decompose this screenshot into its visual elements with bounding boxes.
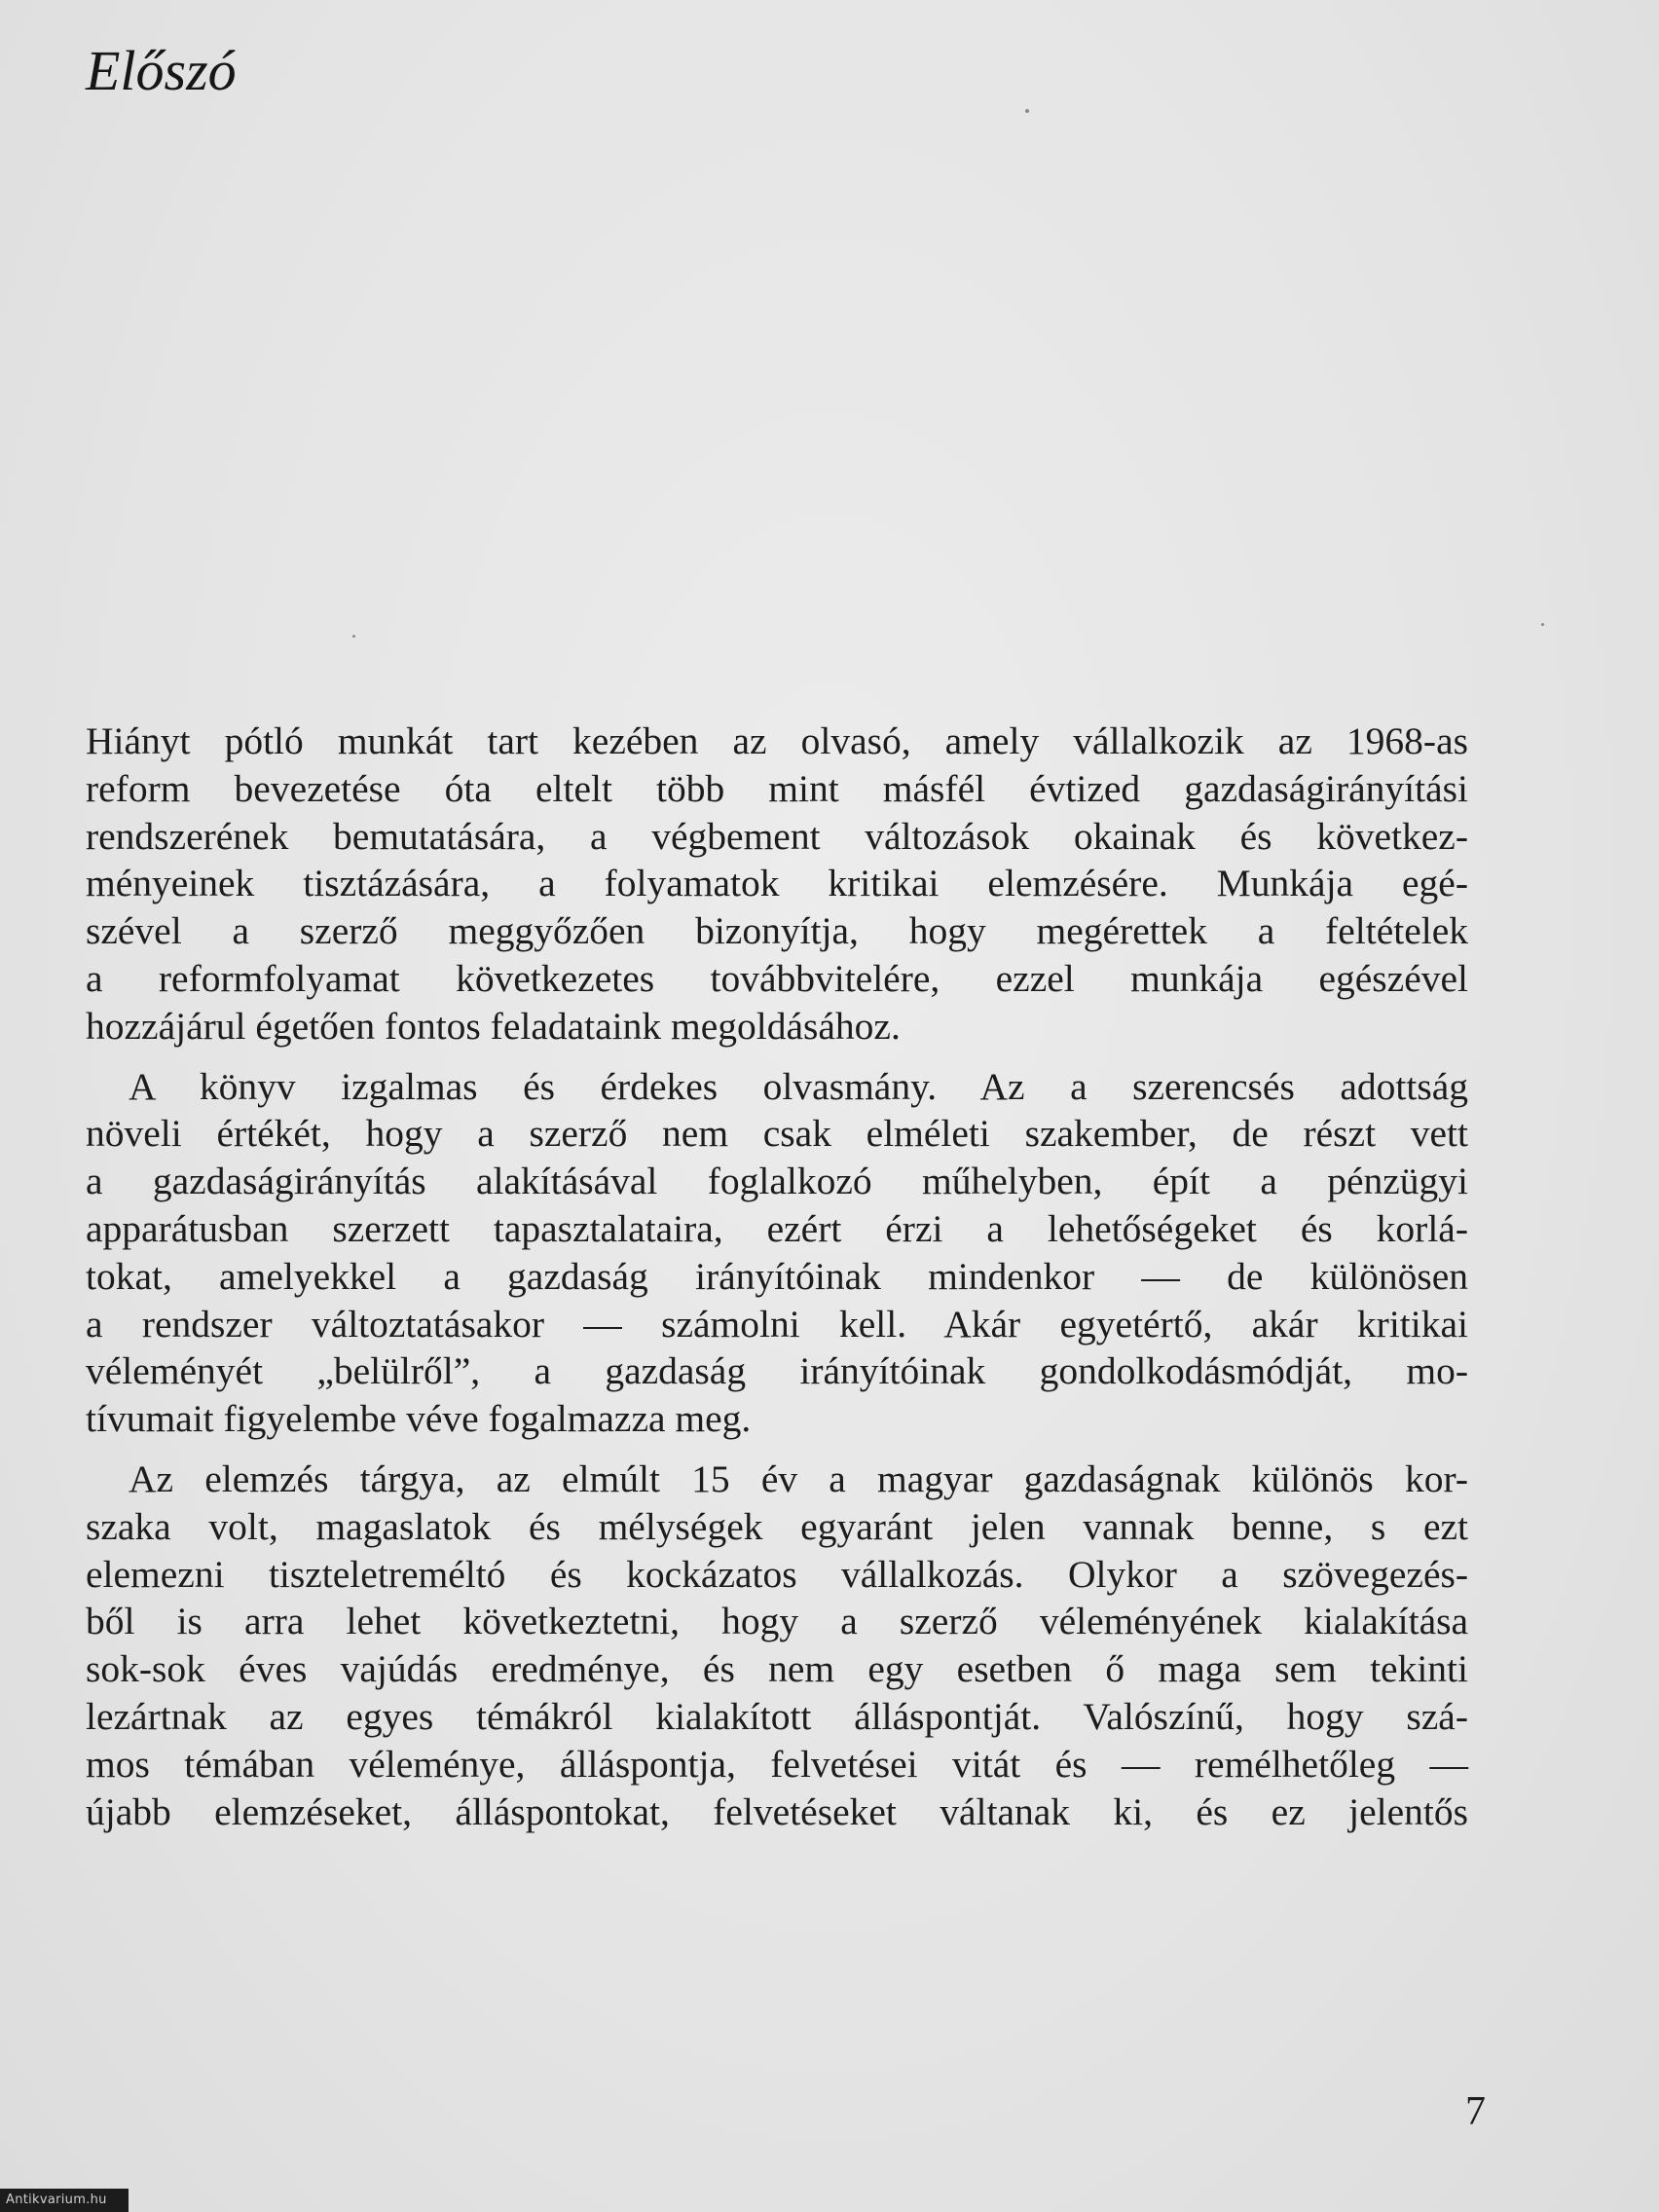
text-line: lezártnak az egyes témákról kialakított álláspontját. Valószínű, hogy szá- xyxy=(86,1694,1468,1738)
text-line: Az elemzés tárgya, az elmúlt 15 év a magyar gazdaságnak különös kor- xyxy=(129,1456,1468,1500)
text-line: szaka volt, magaslatok és mélységek egyaránt jelen vannak benne, s ezt xyxy=(86,1504,1468,1548)
text-line: szével a szerző meggyőzően bizonyítja, hogy megérettek a feltételek xyxy=(86,909,1468,953)
text-line: elemezni tiszteletreméltó és kockázatos vállalkozás. Olykor a szövegezés- xyxy=(86,1552,1468,1596)
text-line: a gazdaságirányítás alakításával foglalkozó műhelyben, épít a pénzügyi xyxy=(86,1160,1468,1203)
text-line: véleményét „belülről”, a gazdaság irányítóinak gondolkodásmódját, mo- xyxy=(86,1349,1468,1393)
text-line: A könyv izgalmas és érdekes olvasmány. Az a szerencsés adottság xyxy=(129,1064,1468,1108)
paper-speck xyxy=(1541,623,1544,626)
text-line: rendszerének bemutatására, a végbement változások okainak és következ- xyxy=(86,814,1468,858)
bleed-through-text xyxy=(92,39,1563,218)
page-number: 7 xyxy=(1465,2089,1486,2134)
text-line: hozzájárul égetően fontos feladataink megoldásához. xyxy=(86,1004,901,1048)
text-line: ből is arra lehet következtetni, hogy a szerző véleményének kialakítása xyxy=(86,1600,1468,1643)
text-line: reform bevezetése óta eltelt több mint másfél évtized gazdaságirányítási xyxy=(86,766,1468,810)
paper-speck xyxy=(352,635,355,638)
text-line: növeli értékét, hogy a szerző nem csak elméleti szakember, de részt vett xyxy=(86,1112,1468,1156)
page-heading: Előszó xyxy=(86,39,237,102)
text-line: a reformfolyamat következetes továbbvitelére, ezzel munkája egészével xyxy=(86,956,1468,1000)
text-line: Hiányt pótló munkát tart kezében az olvasó, amely vállalkozik az 1968-as xyxy=(86,719,1468,762)
paper-speck xyxy=(1025,109,1029,113)
paragraph xyxy=(86,1063,1468,1443)
text-line: sok-sok éves vajúdás eredménye, és nem egy esetben ő maga sem tekinti xyxy=(86,1647,1468,1691)
body-text xyxy=(86,718,1468,1848)
text-line: a rendszer változtatásakor — számolni kell. Akár egyetértő, akár kritikai xyxy=(86,1302,1468,1346)
watermark-logo: Antikvarium.hu xyxy=(0,2189,129,2212)
text-line: mos témában véleménye, álláspontja, felvetései vitát és — remélhetőleg — xyxy=(86,1742,1468,1786)
paragraph xyxy=(86,1456,1468,1835)
text-line: tívumait figyelembe véve fogalmazza meg. xyxy=(86,1397,752,1441)
text-line: ményeinek tisztázására, a folyamatok kritikai elemzésére. Munkája egé- xyxy=(86,862,1468,905)
text-line: tokat, amelyekkel a gazdaság irányítóinak mindenkor — de különösen xyxy=(86,1254,1468,1298)
paragraph xyxy=(86,718,1468,1051)
text-line: újabb elemzéseket, álláspontokat, felvetéseket váltanak ki, és ez jelentős xyxy=(86,1789,1468,1833)
text-line: apparátusban szerzett tapasztalataira, ezért érzi a lehetőségeket és korlá- xyxy=(86,1206,1468,1250)
